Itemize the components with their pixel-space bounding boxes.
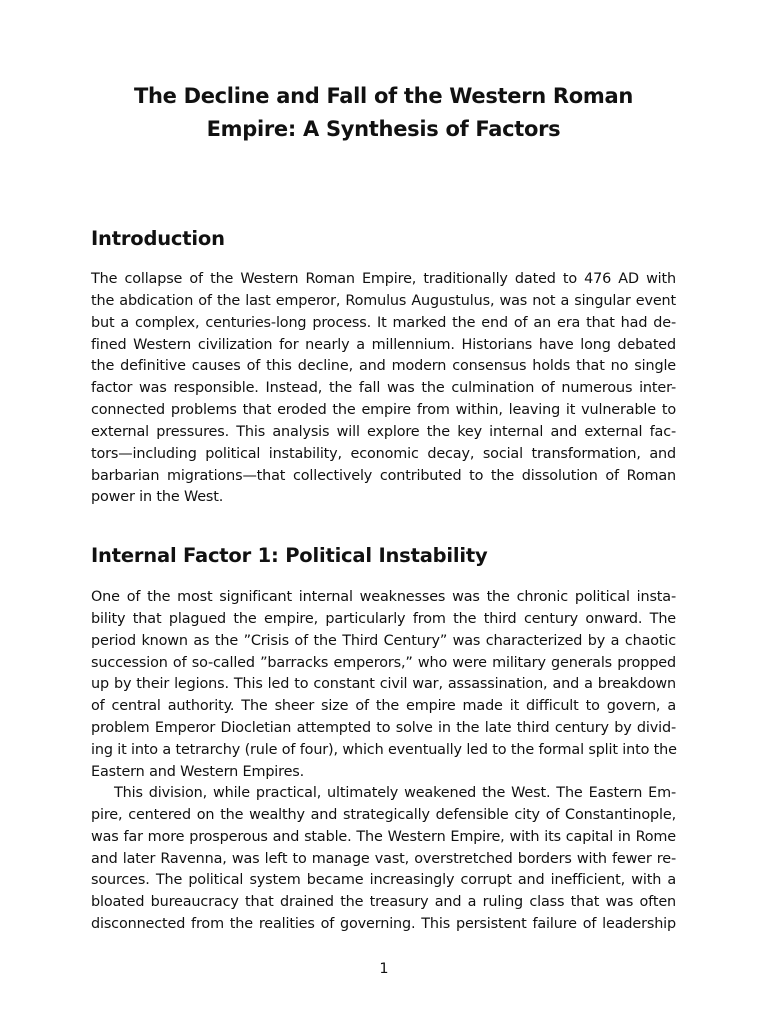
text-line: but a complex, centuries-long process. It marked the end of an era that had de- xyxy=(91,314,676,331)
title-line: The Decline and Fall of the Western Roman xyxy=(133,84,634,108)
text-line: bloated bureaucracy that drained the treasury and a ruling class that was often xyxy=(91,894,676,911)
section-heading-introduction: Introduction xyxy=(91,227,225,250)
text-line: Eastern and Western Empires. xyxy=(91,763,305,780)
text-line: of central authority. The sheer size of the empire made it difficult to govern, a xyxy=(91,698,676,715)
text-line: the definitive causes of this decline, and modern consensus holds that no single xyxy=(91,358,676,375)
title-line: Empire: A Synthesis of Factors xyxy=(206,117,561,141)
text-line: barbarian migrations—that collectively contributed to the dissolution of Roman xyxy=(91,467,676,484)
section-heading-political-instability: Internal Factor 1: Political Instability xyxy=(91,544,488,567)
text-line: the abdication of the last emperor, Romulus Augustulus, was not a singular event xyxy=(91,292,676,309)
text-line: One of the most significant internal weaknesses was the chronic political insta- xyxy=(91,589,676,605)
text-line: external pressures. This analysis will explore the key internal and external fac- xyxy=(91,423,676,440)
text-line: ing it into a tetrarchy (rule of four), which eventually led to the formal split into the xyxy=(91,741,677,758)
text-line: This division, while practical, ultimately weakened the West. The Eastern Em- xyxy=(114,785,676,801)
text-line: connected problems that eroded the empire from within, leaving it vulnerable to xyxy=(91,402,676,419)
text-line: up by their legions. This led to constant civil war, assassination, and a breakdown xyxy=(91,676,676,693)
text-line: The collapse of the Western Roman Empire, traditionally dated to 476 AD with xyxy=(91,271,676,287)
text-line: fined Western civilization for nearly a millennium. Historians have long debated xyxy=(91,336,676,353)
text-line: was far more prosperous and stable. The Western Empire, with its capital in Rome xyxy=(91,828,676,845)
text-line: disconnected from the realities of governing. This persistent failure of leadership xyxy=(91,916,676,933)
text-line: pire, centered on the wealthy and strategically defensible city of Constantinople, xyxy=(91,806,676,823)
document-title xyxy=(91,80,676,146)
text-line: power in the West. xyxy=(91,489,224,506)
text-line: tors—including political instability, economic decay, social transformation, and xyxy=(91,445,676,462)
text-line: and later Ravenna, was left to manage vast, overstretched borders with fewer re- xyxy=(91,850,676,867)
text-line: problem Emperor Diocletian attempted to solve in the late third century by divid- xyxy=(91,720,676,737)
introduction-paragraph xyxy=(91,269,676,509)
text-line: succession of so-called ”barracks emperors,” who were military generals propped xyxy=(91,654,676,671)
political-instability-paragraph-2 xyxy=(91,783,676,936)
page-number: 1 xyxy=(379,961,389,977)
political-instability-paragraph-1 xyxy=(91,587,676,784)
text-line: factor was responsible. Instead, the fall was the culmination of numerous inter- xyxy=(91,380,676,397)
text-line: period known as the ”Crisis of the Third Century” was characterized by a chaotic xyxy=(91,632,676,649)
text-line: sources. The political system became increasingly corrupt and inefficient, with a xyxy=(91,872,676,889)
text-line: bility that plagued the empire, particularly from the third century onward. The xyxy=(91,610,676,627)
